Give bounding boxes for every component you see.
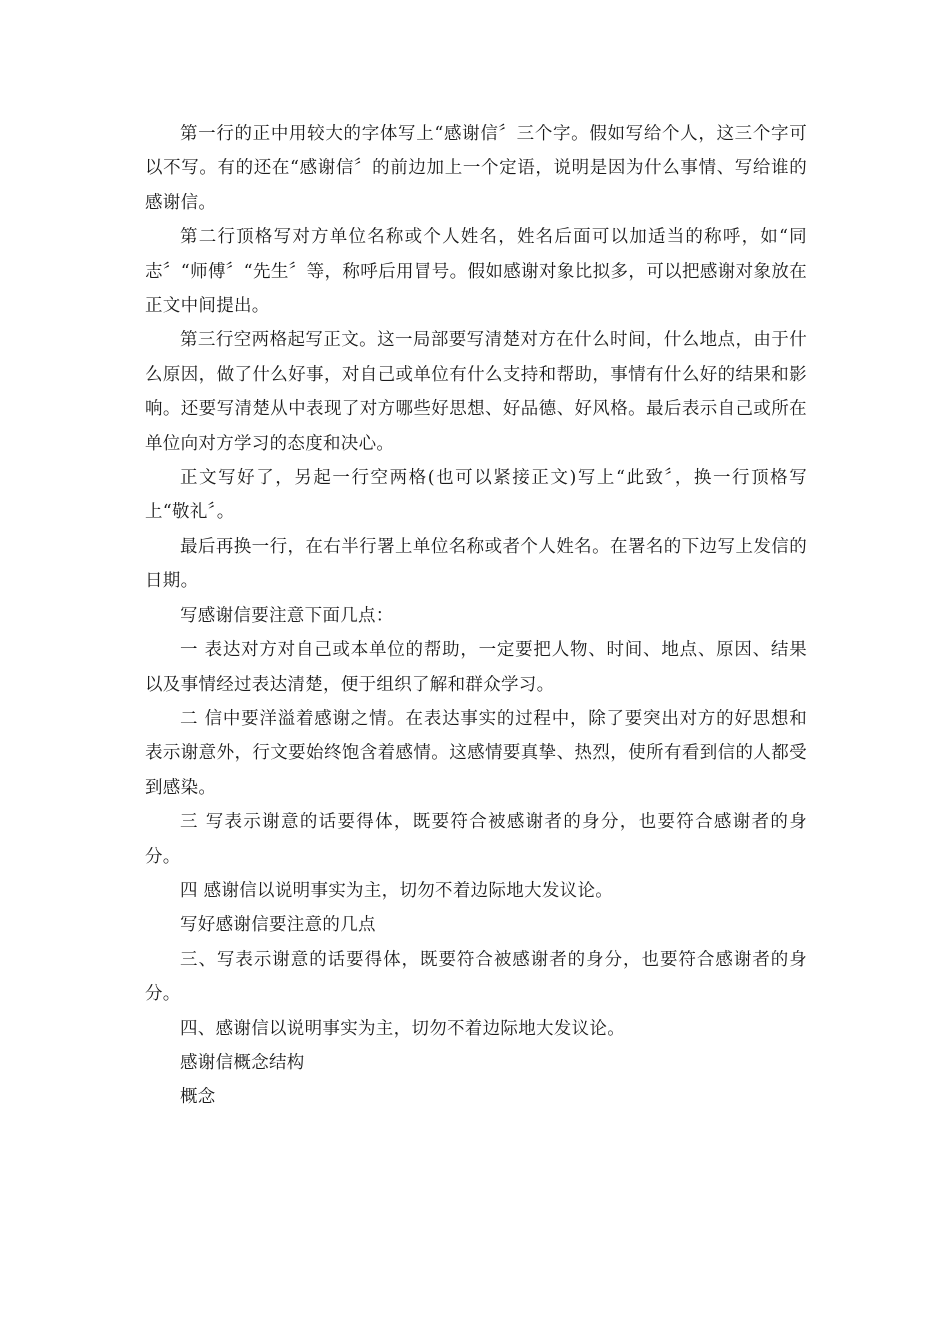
paragraph-title-rule: 第一行的正中用较大的字体写上“感谢信〞三个字。假如写给个人，这三个字可以不写。有的还在“感谢信〞的前边加上一个定语，说明是因为什么事情、写给谁的感谢信。	[145, 124, 807, 213]
paragraph-note-2: 二 信中要洋溢着感谢之情。在表达事实的过程中，除了要突出对方的好思想和表示谢意外，行文要始终饱含着感情。这感情要真挚、热烈，使所有看到信的人都受到感染。	[145, 708, 807, 798]
paragraph-concept-heading: 概念	[180, 1087, 216, 1108]
paragraph-note-1: 一 表达对方对自己或本单位的帮助，一定要把人物、时间、地点、原因、结果以及事情经过表达清楚，便于组织了解和群众学习。	[145, 640, 807, 695]
paragraph-notes-heading: 写感谢信要注意下面几点：	[180, 605, 394, 626]
paragraph-point-3: 三、写表示谢意的话要得体，既要符合被感谢者的身分，也要符合感谢者的身分。	[145, 949, 807, 1005]
paragraph-salutation-rule: 第二行顶格写对方单位名称或个人姓名，姓名后面可以加适当的称呼，如“同志〞“师傅〞“先生〞等，称呼后用冒号。假如感谢对象比拟多，可以把感谢对象放在正文中间提出。	[145, 227, 807, 317]
paragraph-section-heading: 写好感谢信要注意的几点	[180, 915, 376, 936]
paragraph-point-4: 四、感谢信以说明事实为主，切勿不着边际地大发议论。	[180, 1018, 625, 1039]
document-body	[145, 117, 807, 1115]
paragraph-structure-heading: 感谢信概念结构	[180, 1052, 305, 1073]
paragraph-body-rule: 第三行空两格起写正文。这一局部要写清楚对方在什么时间，什么地点，由于什么原因，做了什么好事，对自己或单位有什么支持和帮助，事情有什么好的结果和影响。还要写清楚从中表现了对方哪些好思想、好品德、好风格。最后表示自己或所在单位向对方学习的态度和决心。	[145, 330, 807, 454]
paragraph-note-4: 四 感谢信以说明事实为主，切勿不着边际地大发议论。	[180, 880, 614, 901]
paragraph-signature-rule: 最后再换一行，在右半行署上单位名称或者个人姓名。在署名的下边写上发信的日期。	[145, 536, 807, 592]
paragraph-note-3: 三 写表示谢意的话要得体，既要符合被感谢者的身分，也要符合感谢者的身分。	[145, 812, 807, 867]
paragraph-closing-rule: 正文写好了，另起一行空两格(也可以紧接正文)写上“此致〞，换一行顶格写上“敬礼〞。	[145, 468, 807, 523]
